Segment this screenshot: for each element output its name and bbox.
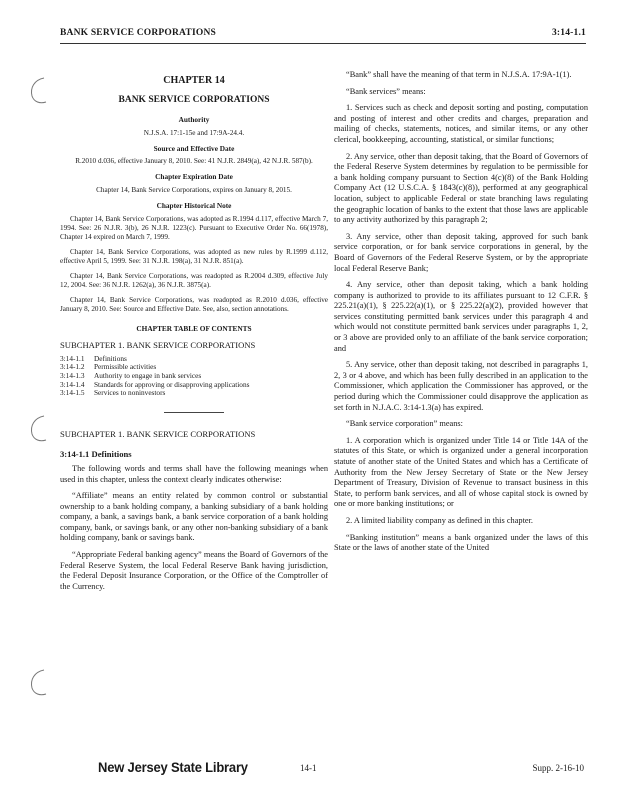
binding-hole-mark-top (26, 76, 52, 106)
library-stamp: New Jersey State Library (98, 759, 248, 776)
page-number: 14-1 (300, 763, 317, 773)
toc-entry-title: Permissible activities (94, 362, 157, 372)
toc-entry-number: 3:14-1.1 (60, 353, 85, 363)
expiration-heading: Chapter Expiration Date (155, 172, 233, 182)
body-paragraph: “Bank” shall have the meaning of that term in N.J.S.A. 17:9A-1(1). (346, 70, 572, 79)
header-title: BANK SERVICE CORPORATIONS (60, 28, 216, 38)
binding-hole-mark-bottom (26, 668, 52, 698)
chapter-name: BANK SERVICE CORPORATIONS (118, 94, 270, 105)
source-heading: Source and Effective Date (153, 143, 235, 153)
toc-subchapter: SUBCHAPTER 1. BANK SERVICE CORPORATIONS (60, 340, 256, 351)
authority-text: N.J.S.A. 17:1-15e and 17:9A-24.4. (143, 128, 245, 137)
subchapter-title: SUBCHAPTER 1. BANK SERVICE CORPORATIONS (60, 428, 256, 439)
history-note: Chapter 14, Bank Service Corporations, was readopted as R.2010 d.036, effective January 8, 2010. See: Source and Effective Date. See, also, section annotations. (60, 295, 328, 313)
toc-entry-title: Definitions (94, 353, 127, 363)
toc-entry-title: Standards for approving or disapproving applications (94, 379, 250, 389)
toc-entry-number: 3:14-1.3 (60, 370, 85, 380)
body-paragraph: “Banking institution” means a bank organized under the laws of this State or the laws of another state of the United (334, 532, 588, 553)
expiration-text: Chapter 14, Bank Service Corporations, expires on January 8, 2015. (96, 185, 292, 194)
body-paragraph: 5. Any service, other than deposit taking, not described in paragraphs 1, 2, 3 or 4 above, and which has been fully described in an application to the Commissioner, which application the Commissioner has approved, or the period during which the Commissioner could disapprove the application as set forth in N.J.A.C. 3:14-1.3(a) has expired. (334, 360, 588, 412)
left-column (60, 70, 328, 598)
body-paragraph: “Bank services” means: (346, 86, 426, 96)
history-note: Chapter 14, Bank Service Corporations, was readopted as R.2004 d.309, effective July 12, 2004. See: 36 N.J.R. 1262(a), 36 N.J.R. 3875(a). (60, 271, 328, 289)
authority-heading: Authority (178, 115, 210, 125)
body-paragraph: The following words and terms shall have the following meanings when used in this chapter, unless the context clearly indicates otherwise: (60, 463, 328, 484)
section-heading: 3:14-1.1 Definitions (60, 449, 132, 460)
body-paragraph: 1. Services such as check and deposit sorting and posting, computation and posting of interest and other credits and charges, preparation and mailing of checks, statements, notices, and similar items, or any other clerical, bookkeeping, accounting, statistical, or similar functions; (334, 103, 588, 144)
supplement-date: Supp. 2-16-10 (532, 763, 584, 773)
toc-entry-number: 3:14-1.4 (60, 379, 85, 389)
table-of-contents (60, 355, 328, 398)
body-paragraph: “Appropriate Federal banking agency” means the Board of Governors of the Federal Reserve System, the local Federal Reserve Bank having jurisdiction, the Federal Deposit Insurance Corporation, or the Office of the Comptroller of the Currency. (60, 550, 328, 591)
header-rule (60, 43, 586, 44)
toc-entry-title: Services to noninvestors (94, 388, 166, 398)
history-note: Chapter 14, Bank Service Corporations, was adopted as new rules by R.1999 d.112, effective April 5, 1999. See: 31 N.J.R. 198(a), 31 N.J.R. 851(a). (60, 247, 328, 265)
right-column (334, 70, 588, 560)
history-note: Chapter 14, Bank Service Corporations, was adopted as R.1994 d.117, effective March 7, 1994. See: 26 N.J.R. 3(b), 26 N.J.R. 1223(c). Pursuant to Executive Order No. 66(1978), Chapter 14 expired on March 7, 1999. (60, 214, 328, 241)
source-text: R.2010 d.036, effective January 8, 2010. See: 41 N.J.R. 2849(a), 42 N.J.R. 587(b). (75, 157, 313, 166)
toc-entry-title: Authority to engage in bank services (94, 370, 202, 380)
toc-entry-number: 3:14-1.5 (60, 388, 85, 398)
body-paragraph: 1. A corporation which is organized under Title 14 or Title 14A of the statutes of this State, or which is organized under a general incorporation statute of another state of the United States and which has a Certificate of Authority from the New Jersey Secretary of State or the New Jersey Department of Treasury, Division of Revenue to transact business in this State, to perform bank services, and all of whose capital stock is owned by one or more banking institutions; or (334, 435, 588, 509)
header-section-number: 3:14-1.1 (551, 28, 586, 38)
binding-hole-mark-middle (26, 414, 52, 444)
body-paragraph: 3. Any service, other than deposit taking, approved for such bank service corporation, or for bank service corporations in general, by the Board of Governors of the Federal Reserve System, or by the appropriate local Federal Reserve Bank; (334, 231, 588, 273)
body-paragraph: 2. A limited liability company as defined in this chapter. (346, 515, 534, 525)
body-paragraph: “Affiliate” means an entity related by common control or substantial ownership to a bank holding company, a banking subsidiary of a bank holding company, a bank, a savings bank, a bank service corporation of a bank holding company, bank, or savings bank, or any other non-banking subsidiary of a bank holding company, bank or savings bank. (60, 491, 328, 543)
toc-entry[interactable] (60, 389, 328, 398)
body-paragraph: 4. Any service, other than deposit taking, which a bank holding company is authorized to provide to its affiliates pursuant to 12 C.F.R. § 225.21(a)(1), § 225.22(a)(1), or § 225.22(a)(2), provided however that services constituting permitted bank services under this paragraph 4 and which would not constitute permitted bank services under paragraphs 1, 2, or 3 above are provided only to an affiliate of the bank service corporation; and (334, 280, 588, 353)
section-divider (164, 412, 224, 413)
toc-heading: CHAPTER TABLE OF CONTENTS (136, 323, 252, 333)
body-paragraph: “Bank service corporation” means: (346, 419, 463, 429)
body-paragraph: 2. Any service, other than deposit taking, that the Board of Governors of the Federal Reserve System determines by regulation to be permissible for a bank holding company pursuant to Section 4(c)(8) of the Bank Holding Company Act (12 U.S.C.A. § 1843(c)(8)), performed at any geographical location, subject to applicable Federal or state branching laws regulating the geographic location of banks to the extent that those laws are applicable to any activity authorized by this paragraph 2; (334, 151, 588, 225)
toc-entry-number: 3:14-1.2 (60, 362, 85, 372)
chapter-number: CHAPTER 14 (163, 75, 225, 86)
history-heading: Chapter Historical Note (156, 200, 232, 210)
running-header (60, 28, 586, 42)
